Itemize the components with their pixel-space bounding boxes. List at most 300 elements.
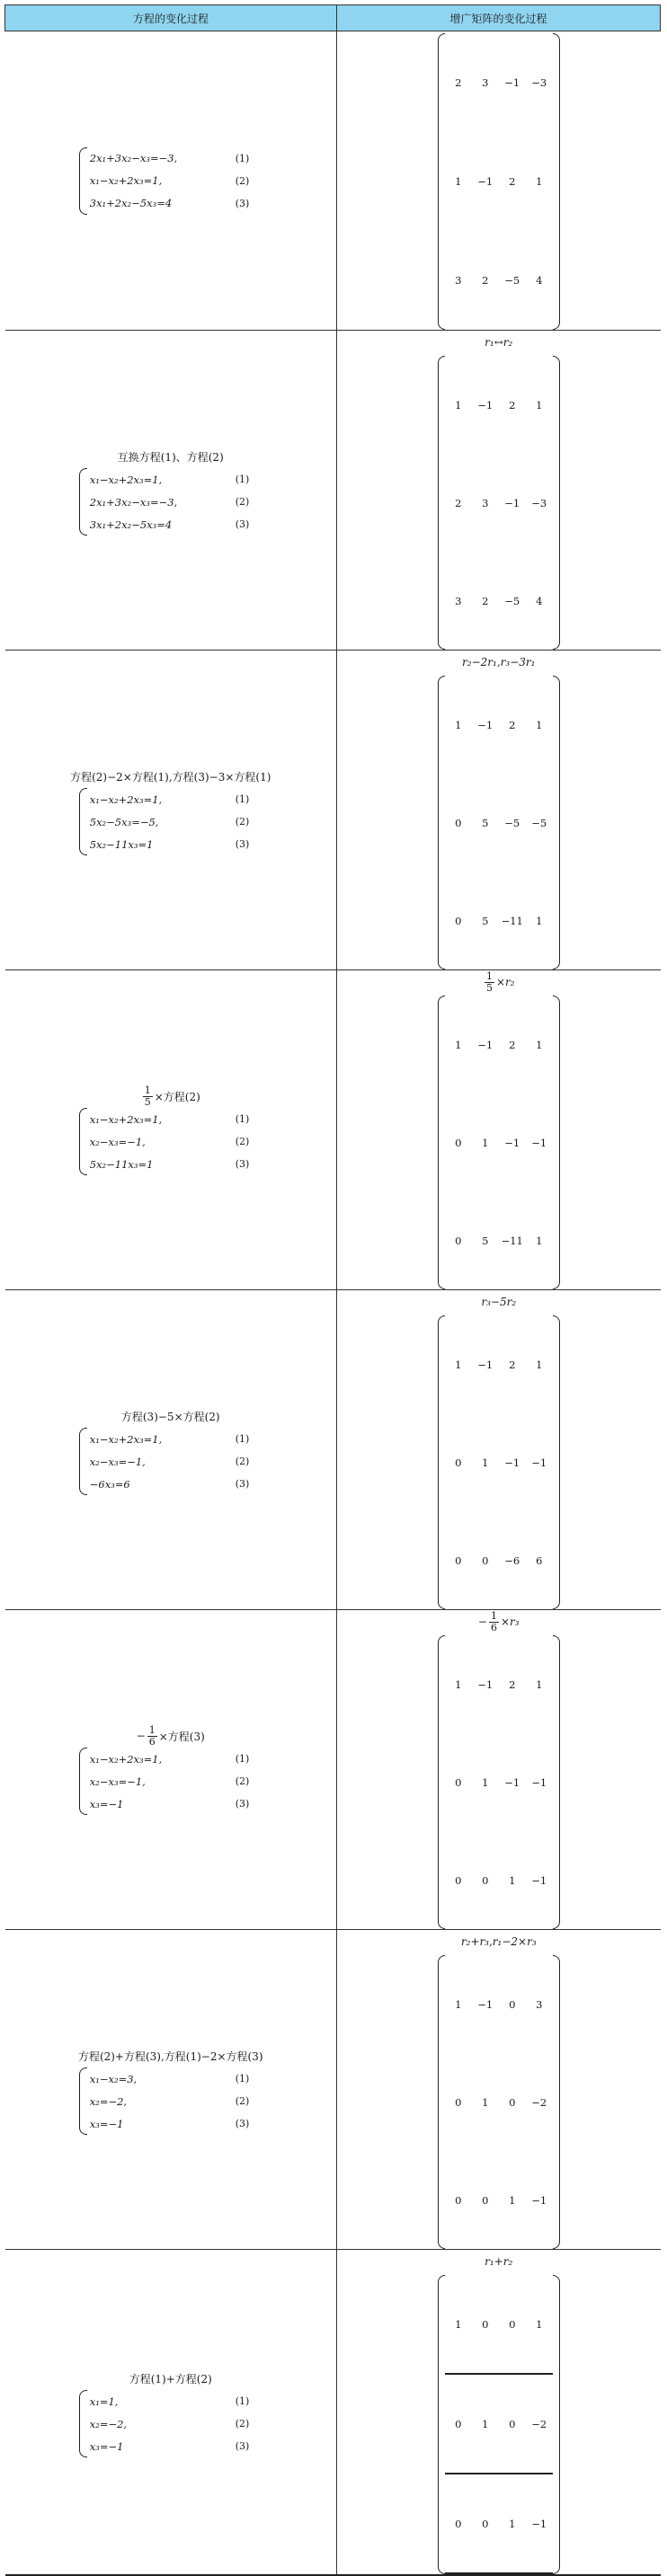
- matrix-entry: −1: [477, 398, 494, 412]
- matrix-entry: 5: [482, 914, 489, 927]
- equation-text: x₂=−2,: [89, 2094, 128, 2108]
- matrix-entry: −3: [531, 496, 547, 509]
- table-row: [5, 1290, 661, 1610]
- equation-text: 3x₁+2x₂−5x₃=4: [89, 518, 173, 531]
- matrix-entry: 6: [536, 1554, 543, 1567]
- fraction-denominator: 6: [490, 1621, 497, 1633]
- matrix-operation: [485, 331, 512, 354]
- equation-number: (3): [235, 197, 250, 209]
- right-paren: [553, 2275, 560, 2574]
- operation-text: r₂+r₃,r₁−2×r₃: [460, 1935, 537, 1948]
- equation-text: x₂=−2,: [89, 2417, 128, 2430]
- matrix-row: [445, 231, 553, 330]
- equation-number: (2): [235, 2418, 250, 2430]
- matrix-entry: 0: [472, 2474, 499, 2573]
- equation-line: [90, 147, 262, 170]
- equation-text: x₁−x₂+2x₃=1,: [89, 174, 163, 187]
- left-paren: [438, 676, 445, 969]
- equation-text: x₂−x₃=−1,: [89, 1775, 146, 1788]
- equation-text: x₁−x₂+2x₃=1,: [89, 1432, 163, 1446]
- left-brace: [79, 1428, 87, 1495]
- matrix-entry: 3: [482, 496, 489, 509]
- equation-line: [90, 1108, 262, 1130]
- matrix-entry: −1: [531, 1873, 547, 1887]
- matrix-row: [445, 1315, 553, 1413]
- matrix-entry: 2: [509, 718, 516, 731]
- equation-number: (1): [235, 1113, 250, 1125]
- matrix-operation: [481, 1290, 516, 1314]
- matrix-entry: 3: [482, 76, 489, 89]
- equation-text: 3x₁+2x₂−5x₃=4: [89, 197, 173, 209]
- matrix-entry: −5: [504, 816, 520, 829]
- matrix-entry: −1: [477, 1677, 494, 1691]
- equation-number: (3): [235, 1158, 250, 1170]
- equation-cell: [5, 1930, 337, 2250]
- equation-line: [90, 513, 262, 536]
- frac-sign: −: [136, 1730, 146, 1742]
- equation-operation: [78, 2044, 263, 2067]
- equation-text: x₂−x₃=−1,: [89, 1135, 146, 1148]
- matrix-entry: 0: [445, 2374, 472, 2474]
- fraction-numerator: 1: [490, 1609, 497, 1622]
- equation-number: (2): [235, 1136, 250, 1147]
- matrix-entry: −11: [501, 914, 523, 927]
- fraction-denominator: 6: [148, 1735, 156, 1748]
- matrix-row: [445, 356, 553, 454]
- equation-system: [79, 147, 262, 215]
- matrix-entry: 2: [509, 1038, 516, 1051]
- equation-line: [90, 2090, 262, 2112]
- equation-line: [90, 810, 262, 833]
- matrix-entry: −5: [531, 816, 547, 829]
- equation-number: (3): [235, 2118, 250, 2129]
- matrix-entry: −1: [504, 496, 520, 509]
- matrix-entry: 4: [536, 274, 543, 287]
- equation-line: [90, 1428, 262, 1450]
- matrix-entry: 0: [455, 1456, 462, 1469]
- equation-number: (1): [235, 1433, 250, 1445]
- matrix-entry: 0: [455, 816, 462, 829]
- matrix-entry: 1: [455, 1997, 462, 2011]
- matrix-entry: 2: [509, 1358, 516, 1371]
- equation-text: −6x₃=6: [89, 1477, 130, 1491]
- equation-text: x₁=1,: [89, 2395, 119, 2408]
- matrix-entry: 0: [499, 2374, 526, 2474]
- equation-number: (3): [235, 518, 250, 530]
- equation-cell: [5, 2250, 337, 2576]
- operation-text: 方程(2)−2×方程(1),方程(3)−3×方程(1): [70, 770, 271, 783]
- matrix-entry: 5: [482, 816, 489, 829]
- matrix-row: [445, 872, 553, 969]
- matrix-row: [445, 2053, 553, 2151]
- table-row: [5, 1610, 661, 1930]
- equation-text: 5x₂−11x₃=1: [89, 1157, 154, 1171]
- table-row: [5, 331, 661, 651]
- equation-line: [90, 1770, 262, 1793]
- operation-text: 方程(2)+方程(3),方程(1)−2×方程(3): [77, 2049, 263, 2063]
- equation-system: [79, 1108, 262, 1175]
- equation-line: [90, 2390, 262, 2412]
- matrix-row: [445, 1093, 553, 1191]
- matrix-entry: 1: [536, 914, 543, 927]
- right-paren: [553, 356, 560, 650]
- equation-line: [90, 1450, 262, 1473]
- matrix-entry: 1: [536, 1234, 543, 1247]
- equation-text: x₂−x₃=−1,: [89, 1455, 146, 1468]
- equation-line: [90, 1130, 262, 1153]
- equation-text: x₁−x₂+2x₃=1,: [89, 473, 163, 486]
- matrix-entry: 2: [482, 274, 489, 287]
- matrix-entry: 1: [526, 2275, 553, 2374]
- table-row: [5, 1930, 661, 2250]
- matrix-entry: −1: [504, 1136, 520, 1149]
- matrix-entry: 1: [472, 2374, 499, 2474]
- matrix-entry: 1: [536, 1677, 543, 1691]
- matrix-row: [445, 2474, 553, 2573]
- matrix-cell: [337, 651, 661, 970]
- left-brace: [79, 788, 87, 855]
- matrix-entry: 1: [455, 1677, 462, 1691]
- left-brace: [79, 468, 87, 536]
- header-matrix: 增广矩阵的变化过程: [337, 5, 661, 31]
- matrix-entry: 0: [499, 2275, 526, 2374]
- left-brace: [79, 1748, 87, 1815]
- matrix-entry: −1: [531, 1456, 547, 1469]
- matrix-entry: 2: [509, 398, 516, 412]
- equation-line: [90, 1793, 262, 1815]
- matrix-entry: 0: [455, 1873, 462, 1887]
- matrix-entry: 0: [509, 1997, 516, 2011]
- matrix-entry: 1: [455, 398, 462, 412]
- matrix-entry: 1: [482, 1456, 489, 1469]
- fraction-numerator: 1: [148, 1723, 156, 1736]
- matrix-row: [445, 1413, 553, 1511]
- equation-line: [90, 1748, 262, 1770]
- left-brace: [79, 2067, 87, 2135]
- table-row: [5, 2250, 661, 2576]
- matrix-entry: −1: [531, 1775, 547, 1789]
- matrix-operation: [485, 2250, 512, 2273]
- operation-text: r₃−5r₂: [481, 1296, 517, 1308]
- matrix-entry: 5: [482, 1234, 489, 1247]
- equation-text: x₁−x₂=3,: [89, 2072, 138, 2085]
- matrix-entry: −5: [504, 274, 520, 287]
- equation-line: [90, 833, 262, 855]
- matrix-entry: 2: [509, 1677, 516, 1691]
- equation-system: [79, 2390, 262, 2457]
- equation-line: [90, 2112, 262, 2135]
- matrix-entry: 2: [509, 175, 516, 188]
- matrix-cell: [337, 2250, 661, 2576]
- matrix-row: [445, 2151, 553, 2249]
- matrix-entry: −1: [526, 2474, 553, 2573]
- operation-text: 方程(1)+方程(2): [129, 2372, 212, 2386]
- matrix-cell: [337, 1610, 661, 1930]
- matrix-operation: [478, 1610, 520, 1633]
- matrix-entry: 1: [455, 718, 462, 731]
- equation-text: x₃=−1: [89, 2439, 124, 2453]
- equation-number: (2): [235, 1775, 250, 1787]
- equation-text: x₁−x₂+2x₃=1,: [89, 792, 163, 806]
- equation-text: 5x₂−5x₃=−5,: [89, 815, 159, 828]
- equation-number: (2): [235, 1456, 250, 1467]
- matrix-entry: 0: [509, 2095, 516, 2109]
- matrix-cell: [337, 1290, 661, 1610]
- equation-system: [79, 788, 262, 855]
- operation-text: r₁+r₂: [485, 2255, 513, 2268]
- operation-text: ×r₂: [495, 976, 515, 988]
- equation-system: [79, 1748, 262, 1815]
- right-paren: [553, 676, 560, 969]
- header-equations: 方程的变化过程: [5, 5, 337, 31]
- equation-line: [90, 491, 262, 513]
- equation-cell: [5, 651, 337, 970]
- left-paren: [438, 1955, 445, 2249]
- matrix-entry: 1: [499, 2474, 526, 2573]
- left-paren: [438, 1315, 445, 1609]
- equation-line: [90, 2435, 262, 2457]
- matrix-entry: 1: [509, 2193, 516, 2207]
- left-paren: [438, 33, 445, 330]
- matrix-entry: 0: [455, 1234, 462, 1247]
- fraction: [143, 1085, 153, 1108]
- equation-line: [90, 2412, 262, 2435]
- matrix-row: [445, 33, 553, 132]
- equation-operation: [141, 1084, 200, 1108]
- matrix-cell: [337, 970, 661, 1290]
- matrix-entry: 0: [455, 914, 462, 927]
- equation-cell: [5, 1290, 337, 1610]
- augmented-matrix: [438, 356, 560, 650]
- matrix-row: [445, 454, 553, 552]
- equation-text: 2x₁+3x₂−x₃=−3,: [89, 495, 178, 509]
- matrix-entry: −6: [504, 1554, 520, 1567]
- equation-operation: [129, 2367, 212, 2390]
- matrix-entry: −1: [477, 1358, 494, 1371]
- fraction-denominator: 5: [144, 1095, 151, 1108]
- augmented-matrix: [438, 2275, 560, 2574]
- operation-text: ×r₃: [500, 1616, 520, 1628]
- equation-system: [79, 1428, 262, 1495]
- augmented-matrix: [438, 1955, 560, 2249]
- table-row: [5, 31, 661, 331]
- right-paren: [553, 1635, 560, 1929]
- equation-cell: [5, 970, 337, 1290]
- operation-text: r₂−2r₁,r₃−3r₁: [462, 656, 536, 668]
- matrix-entry: −1: [504, 76, 520, 89]
- operation-text: ×方程(3): [158, 1730, 205, 1743]
- equation-operation: [121, 1404, 220, 1428]
- equation-number: (2): [235, 816, 250, 828]
- matrix-entry: −1: [504, 1456, 520, 1469]
- matrix-entry: −3: [531, 76, 547, 89]
- equation-number: (3): [235, 1478, 250, 1490]
- matrix-entry: 0: [472, 2275, 499, 2374]
- matrix-entry: 0: [482, 1554, 489, 1567]
- matrix-row: [445, 1733, 553, 1831]
- fraction-denominator: 5: [485, 981, 493, 994]
- matrix-entry: −1: [531, 2193, 547, 2207]
- equation-number: (1): [235, 2073, 250, 2085]
- matrix-entry: 0: [455, 1775, 462, 1789]
- matrix-row: [445, 2374, 553, 2474]
- matrix-row: [445, 676, 553, 774]
- right-paren: [553, 1955, 560, 2249]
- matrix-row: [445, 1635, 553, 1733]
- matrix-entry: 2: [455, 496, 462, 509]
- equation-number: (3): [235, 838, 250, 850]
- matrix-entry: 4: [536, 594, 543, 607]
- matrix-entry: 0: [455, 1136, 462, 1149]
- header-row: [5, 5, 661, 31]
- equation-text: 2x₁+3x₂−x₃=−3,: [89, 152, 178, 164]
- matrix-entry: 1: [509, 1873, 516, 1887]
- equation-line: [90, 788, 262, 810]
- matrix-entry: 1: [455, 1358, 462, 1371]
- matrix-entry: −1: [477, 175, 494, 188]
- matrix-entry: 0: [455, 2193, 462, 2207]
- equation-text: x₃=−1: [89, 1797, 124, 1810]
- equation-line: [90, 170, 262, 192]
- matrix-entry: 2: [482, 594, 489, 607]
- gauss-elimination-table: [4, 4, 661, 2576]
- left-brace: [79, 1108, 87, 1175]
- fraction: [485, 971, 494, 994]
- matrix-entry: 1: [455, 175, 462, 188]
- equation-cell: [5, 1610, 337, 1930]
- matrix-entry: −1: [531, 1136, 547, 1149]
- matrix-operation: [462, 651, 535, 674]
- equation-number: (1): [235, 1753, 250, 1765]
- matrix-entry: 1: [482, 1136, 489, 1149]
- matrix-entry: 1: [536, 175, 543, 188]
- left-brace: [79, 2390, 87, 2457]
- matrix-row: [445, 996, 553, 1093]
- frac-sign: −: [477, 1616, 487, 1628]
- equation-number: (1): [235, 474, 250, 485]
- matrix-entry: 1: [482, 1775, 489, 1789]
- matrix-entry: −1: [477, 1038, 494, 1051]
- matrix-entry: 1: [536, 718, 543, 731]
- matrix-entry: 3: [455, 594, 462, 607]
- left-paren: [438, 356, 445, 650]
- equation-line: [90, 2067, 262, 2090]
- matrix-entry: 2: [455, 76, 462, 89]
- matrix-entry: 1: [445, 2275, 472, 2374]
- equation-cell: [5, 31, 337, 331]
- equation-cell: [5, 331, 337, 651]
- equation-text: 5x₂−11x₃=1: [89, 837, 154, 851]
- matrix-row: [445, 774, 553, 872]
- matrix-entry: 0: [455, 1554, 462, 1567]
- matrix-row: [445, 1191, 553, 1289]
- operation-text: 方程(3)−5×方程(2): [120, 1410, 220, 1423]
- augmented-matrix: [438, 33, 560, 330]
- equation-text: x₁−x₂+2x₃=1,: [89, 1112, 163, 1126]
- matrix-entry: 1: [455, 1038, 462, 1051]
- left-paren: [438, 1635, 445, 1929]
- equation-number: (3): [235, 2440, 250, 2452]
- equation-operation: [70, 765, 271, 788]
- matrix-entry: 1: [536, 398, 543, 412]
- equation-number: (2): [235, 496, 250, 508]
- table-row: [5, 651, 661, 970]
- augmented-matrix: [438, 996, 560, 1289]
- matrix-row: [445, 132, 553, 231]
- equation-operation: [137, 1724, 205, 1748]
- equation-system: [79, 2067, 262, 2135]
- augmented-matrix: [438, 676, 560, 969]
- matrix-row: [445, 1511, 553, 1609]
- equation-number: (2): [235, 2095, 250, 2107]
- fraction: [147, 1725, 157, 1748]
- matrix-entry: 0: [482, 1873, 489, 1887]
- matrix-entry: 0: [482, 2193, 489, 2207]
- matrix-operation: [461, 1930, 537, 1953]
- left-brace: [79, 147, 87, 215]
- matrix-entry: 3: [536, 1997, 543, 2011]
- matrix-row: [445, 1831, 553, 1929]
- equation-line: [90, 1473, 262, 1495]
- operation-text: 互换方程(1)、方程(2): [117, 450, 224, 464]
- matrix-entry: −11: [501, 1234, 523, 1247]
- matrix-operation: [483, 970, 515, 994]
- matrix-entry: −2: [526, 2374, 553, 2474]
- matrix-entry: 1: [536, 1358, 543, 1371]
- table-body: [5, 31, 661, 2576]
- matrix-entry: −1: [504, 1775, 520, 1789]
- left-paren: [438, 2275, 445, 2574]
- matrix-row: [445, 552, 553, 650]
- left-paren: [438, 996, 445, 1289]
- matrix-entry: −5: [504, 594, 520, 607]
- fraction-numerator: 1: [485, 969, 493, 982]
- equation-number: (1): [235, 793, 250, 805]
- matrix-cell: [337, 31, 661, 331]
- matrix-entry: 0: [455, 2095, 462, 2109]
- matrix-row: [445, 2275, 553, 2374]
- equation-line: [90, 468, 262, 491]
- matrix-entry: 0: [445, 2474, 472, 2573]
- augmented-matrix: [438, 1315, 560, 1609]
- equation-system: [79, 468, 262, 536]
- right-paren: [553, 33, 560, 330]
- matrix-entry: 3: [455, 274, 462, 287]
- operation-text: r₁↔r₂: [485, 336, 513, 349]
- matrix-entry: −1: [477, 1997, 494, 2011]
- matrix-cell: [337, 331, 661, 651]
- equation-text: x₁−x₂+2x₃=1,: [89, 1752, 163, 1766]
- operation-text: ×方程(2): [154, 1090, 200, 1103]
- equation-number: (1): [235, 152, 250, 164]
- equation-text: x₃=−1: [89, 2117, 124, 2130]
- equation-number: (3): [235, 1798, 250, 1810]
- equation-operation: [118, 445, 224, 468]
- matrix-entry: −2: [531, 2095, 547, 2109]
- table-row: [5, 970, 661, 1290]
- matrix-entry: 1: [536, 1038, 543, 1051]
- right-paren: [553, 996, 560, 1289]
- right-paren: [553, 1315, 560, 1609]
- matrix-cell: [337, 1930, 661, 2250]
- matrix-entry: −1: [477, 718, 494, 731]
- augmented-matrix: [438, 1635, 560, 1929]
- matrix-row: [445, 1955, 553, 2053]
- equation-line: [90, 1153, 262, 1175]
- fraction: [489, 1611, 499, 1633]
- equation-number: (2): [235, 174, 250, 187]
- equation-number: (1): [235, 2395, 250, 2407]
